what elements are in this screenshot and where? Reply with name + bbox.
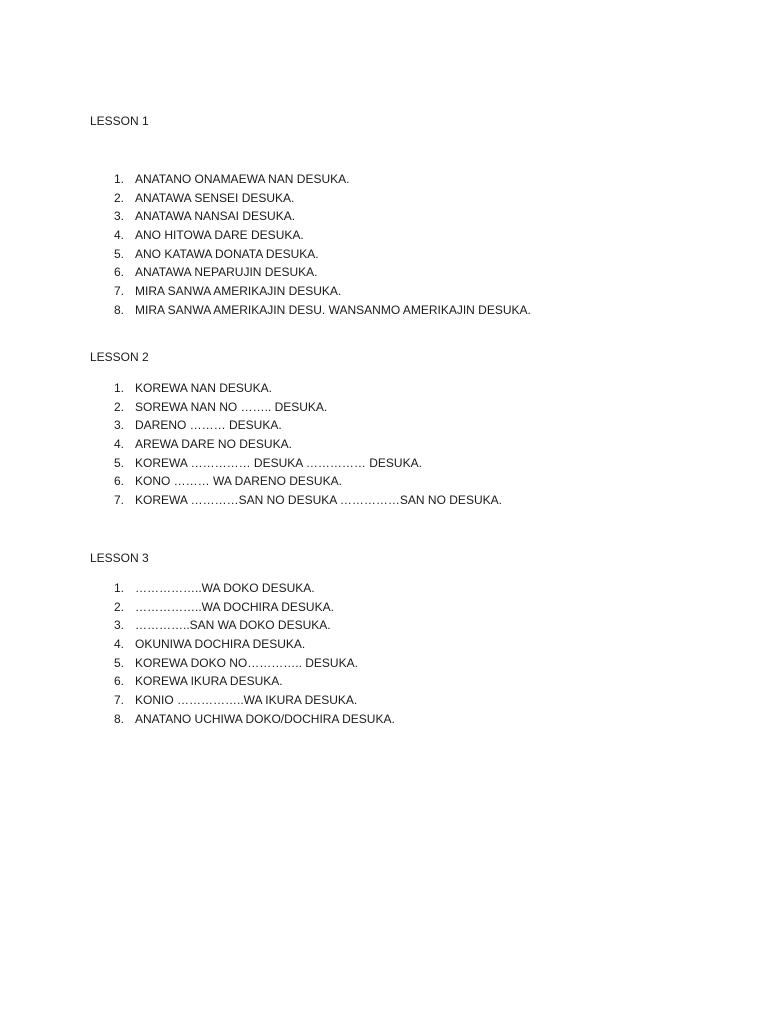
item-number: 5. — [113, 246, 124, 261]
item-text: OKUNIWA DOCHIRA DESUKA. — [135, 637, 306, 652]
item-text: ANATAWA NEPARUJIN DESUKA. — [135, 265, 318, 280]
lesson-3-heading: LESSON 3 — [90, 551, 149, 565]
item-text: MIRA SANWA AMERIKAJIN DESU. WANSANMO AMERIKAJIN DESUKA. — [135, 302, 531, 317]
item-text: KOREWA …………… DESUKA …………… DESUKA. — [135, 455, 422, 470]
item-text: AREWA DARE NO DESUKA. — [135, 437, 292, 452]
item-number: 1. — [113, 172, 124, 186]
item-number: 7. — [113, 493, 124, 508]
item-text: SOREWA NAN NO …….. DESUKA. — [135, 399, 328, 414]
item-text: ANO KATAWA DONATA DESUKA. — [135, 246, 319, 261]
item-number: 5. — [113, 455, 124, 470]
item-text: KONO ……… WA DARENO DESUKA. — [135, 474, 342, 489]
lesson-2-heading: LESSON 2 — [90, 350, 149, 364]
item-number: 8. — [113, 711, 124, 726]
item-number: 3. — [113, 209, 124, 224]
item-number: 3. — [113, 618, 124, 633]
item-text: ANATANO UCHIWA DOKO/DOCHIRA DESUKA. — [135, 711, 395, 726]
item-number: 6. — [113, 674, 124, 689]
item-number: 4. — [113, 228, 124, 243]
item-number: 6. — [113, 265, 124, 280]
item-number: 1. — [113, 581, 124, 595]
item-text: KONIO ……………..WA IKURA DESUKA. — [135, 693, 358, 708]
item-number: 7. — [113, 693, 124, 708]
lesson-1-heading: LESSON 1 — [90, 114, 149, 128]
item-text: ANATANO ONAMAEWA NAN DESUKA. — [135, 172, 350, 186]
item-text: KOREWA IKURA DESUKA. — [135, 674, 283, 689]
item-text: …………..SAN WA DOKO DESUKA. — [135, 618, 331, 633]
item-number: 2. — [113, 399, 124, 414]
item-text: KOREWA …………SAN NO DESUKA ……………SAN NO DESUKA. — [135, 493, 502, 508]
item-text: DARENO ……… DESUKA. — [135, 418, 282, 433]
item-number: 2. — [113, 599, 124, 614]
item-text: ANATAWA SENSEI DESUKA. — [135, 190, 295, 205]
item-number: 4. — [113, 637, 124, 652]
item-text: ANATAWA NANSAI DESUKA. — [135, 209, 296, 224]
item-number: 8. — [113, 302, 124, 317]
item-text: KOREWA NAN DESUKA. — [135, 381, 272, 395]
item-number: 4. — [113, 437, 124, 452]
item-number: 7. — [113, 284, 124, 299]
item-text: MIRA SANWA AMERIKAJIN DESUKA. — [135, 284, 342, 299]
item-number: 1. — [113, 381, 124, 395]
item-text: ANO HITOWA DARE DESUKA. — [135, 228, 304, 243]
item-text: ……………..WA DOKO DESUKA. — [135, 581, 315, 595]
item-number: 6. — [113, 474, 124, 489]
item-text: KOREWA DOKO NO………….. DESUKA. — [135, 655, 358, 670]
item-number: 3. — [113, 418, 124, 433]
item-number: 2. — [113, 190, 124, 205]
item-number: 5. — [113, 655, 124, 670]
item-text: ……………..WA DOCHIRA DESUKA. — [135, 599, 334, 614]
